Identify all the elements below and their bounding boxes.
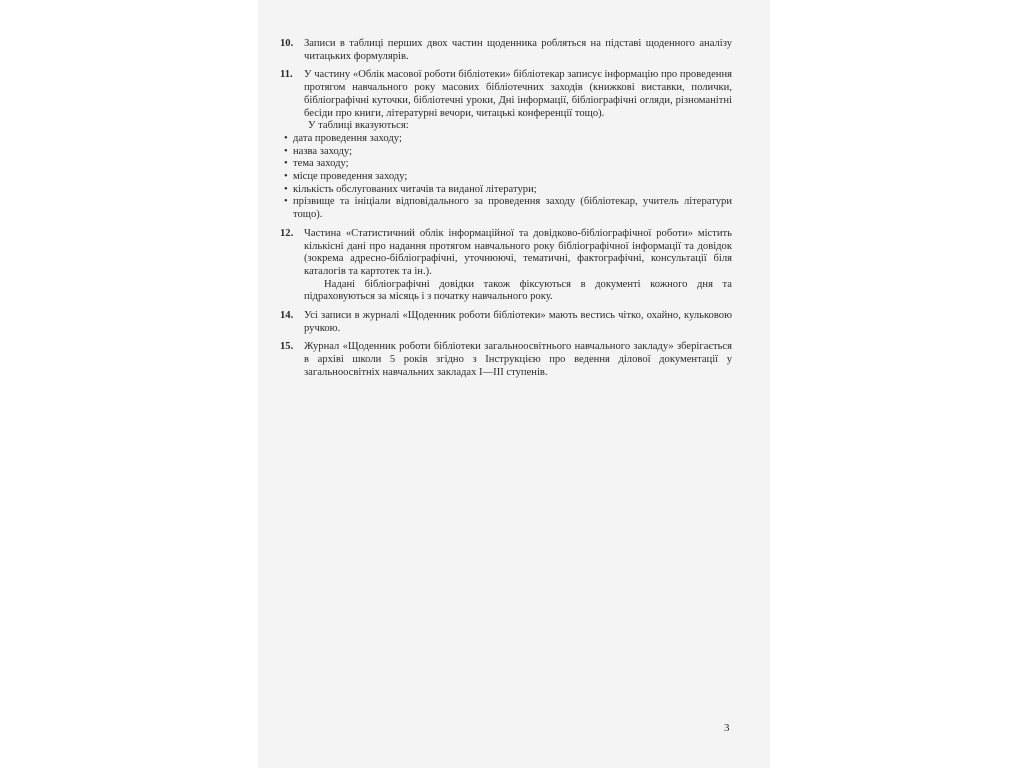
bullet-icon: • [284,145,288,157]
item-number: 12. [280,227,294,239]
bullet-list [284,133,732,222]
bullet-icon: • [284,171,288,183]
list-item-12 [280,228,732,304]
bullet-icon: • [284,158,288,170]
item-number: 11. [280,69,293,81]
page-number: 3 [724,722,730,734]
item-text: Журнал «Щоденник роботи бібліотеки загальноосвітнього навчального закладу» зберігається в архіві школи 5 років згідно з Інструкцією про ведення ділової документації у загальноосвітніх навчальних закладах І—ІІІ ступенів. [304,341,732,378]
list-item-14 [280,310,732,335]
item-text: Записи в таблиці перших двох частин щоденника робляться на підставі щоденного аналізу читацьких формулярів. [304,38,732,62]
bullet-item: • назва заходу; [284,145,353,157]
item-number: 10. [280,38,294,49]
list-intro: У таблиці вказуються: [308,120,409,132]
bullet-icon: • [284,132,288,144]
list-item-15 [280,341,732,379]
bullet-item: • прізвище та ініціали відповідального за проведення заходу (бібліотекар, учитель літератури тощо). [284,196,732,221]
list-item-11 [280,69,732,221]
item-number: 15. [280,341,294,353]
item-text: Усі записи в журналі «Щоденник роботи бібліотеки» мають вестись чітко, охайно, кульковою ручкою. [304,310,732,334]
item-text: Частина «Статистичний облік інформаційної та довідково-бібліографічної роботи» містить кількісні дані про надання протягом навчального року бібліографічної інформації та довідок (зокрема адресно-бібліографічні, уточнюючі, тематичні, фактографічні, консультації біля каталогів та картотек та ін.). [304,227,732,277]
document-content [280,38,732,386]
bullet-item: • дата проведення заходу; [284,132,402,144]
bullet-icon: • [284,183,288,195]
bullet-item: • місце проведення заходу; [284,171,408,183]
bullet-item: • тема заходу; [284,158,349,170]
bullet-icon: • [284,196,288,208]
item-number: 14. [280,310,294,322]
item-extra-text: Надані бібліографічні довідки також фіксуються в документі кожного дня та підраховуються за місяць і з початку навчального року. [304,278,732,303]
item-text: У частину «Облік масової роботи бібліотеки» бібліотекар записує інформацію про проведення протягом навчального року масових бібліотечних заходів (книжкові виставки, полички, бібліографічні куточки, бібліотечні уроки, Дні інформації, бібліографічні огляди, різноманітні бесіди про книги, літературні вечори, читацькі конференції тощо). [304,69,732,119]
bullet-item: • кількість обслугованих читачів та виданої літератури; [284,183,537,195]
list-item-10 [280,38,732,63]
